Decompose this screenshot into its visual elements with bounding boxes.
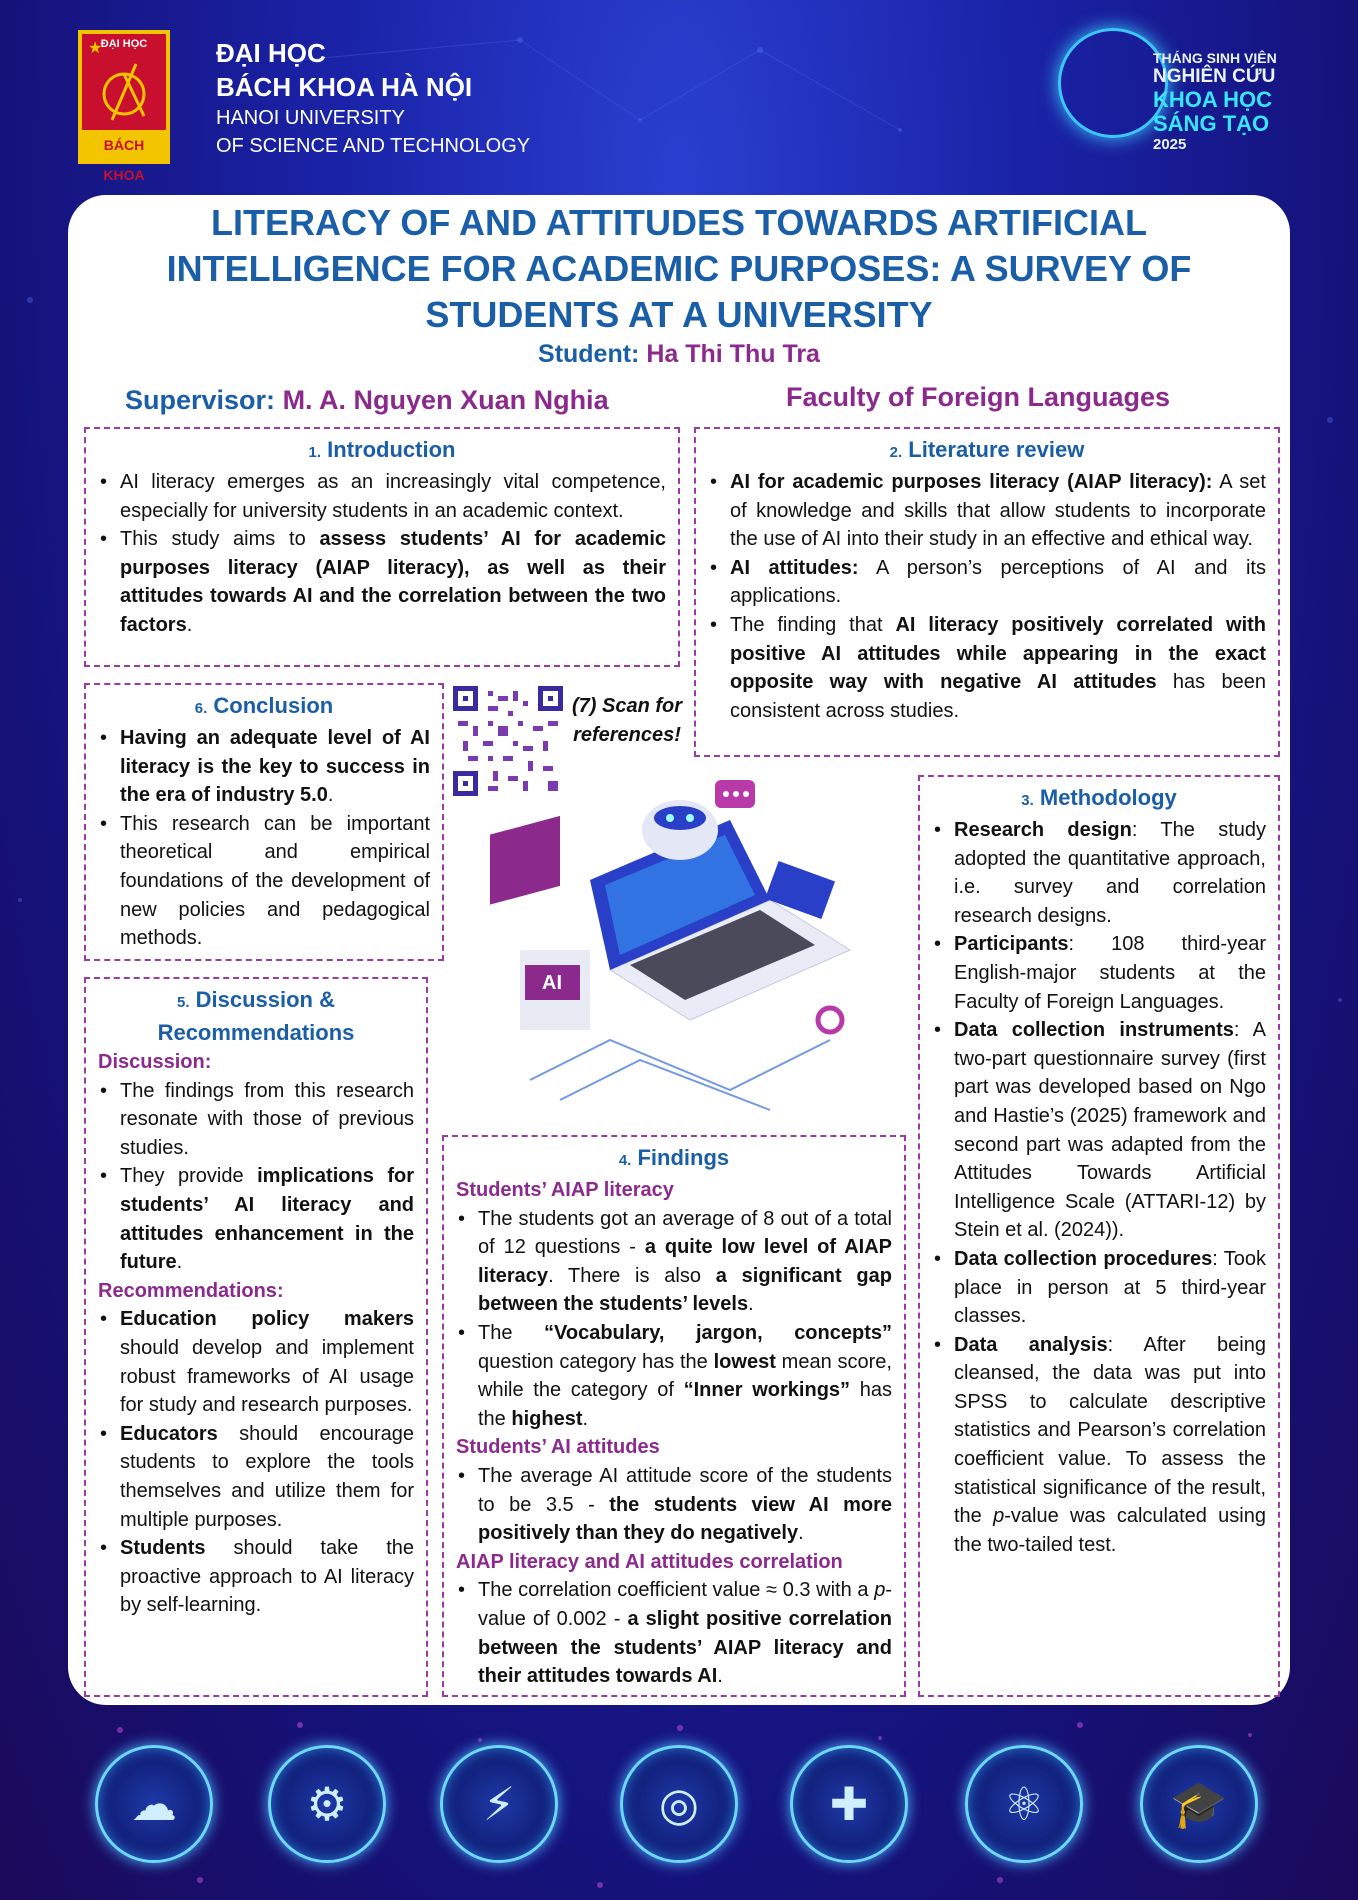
event-line-2: NGHIÊN CỨU (1153, 66, 1276, 87)
conclusion-section (84, 683, 444, 961)
uni-vn-line-1: ĐẠI HỌC (216, 38, 326, 68)
logo-bottom-text: BÁCH KHOA (82, 130, 166, 160)
list-item: • Participants: 108 third-year English-major students at the Faculty of Foreign Languages. (932, 930, 1266, 1016)
event-logo (1058, 28, 1288, 168)
recommendations-label: Recommendations: (98, 1279, 284, 1302)
list-item: • Education policy makers should develop and implement robust frameworks of AI usage for study and research purposes. (98, 1305, 414, 1419)
student-label: Student: (538, 340, 640, 368)
scan-for-references: (7) Scan for references! (571, 695, 683, 746)
introduction-heading: 1. Introduction (308, 437, 456, 462)
discussion-section (84, 977, 428, 1697)
event-year: 2025 (1153, 136, 1187, 153)
literature-review-section (694, 427, 1280, 757)
list-item: • Having an adequate level of AI literacy is the key to success in the era of industry 5.0. (98, 724, 430, 810)
atom-book-icon: ⚛ (965, 1745, 1083, 1863)
uni-en-line-1: HANOI UNIVERSITY (216, 107, 405, 129)
star-icon: ★ (88, 38, 103, 57)
findings-heading: 4. Findings (618, 1145, 730, 1170)
university-logo (78, 30, 170, 183)
introduction-section (84, 427, 680, 667)
bottom-icon-row (0, 1745, 1358, 1865)
findings-section (442, 1135, 906, 1697)
poster-title: LITERACY OF AND ATTITUDES TOWARDS ARTIFICIAL INTELLIGENCE FOR ACADEMIC PURPOSES: A SURVEY OF STUDENTS AT A UNIVERSITY (166, 202, 1192, 335)
supervisor-name: M. A. Nguyen Xuan Nghia (282, 385, 609, 415)
medical-clipboard-icon: ✚ (790, 1745, 908, 1863)
list-item: • Data analysis: After being cleansed, the data was put into SPSS to calculate descriptive statistics and Pearson’s correlation coefficient value. To assess the statistical significance of the result, the p-value was calculated using the two-tailed test. (932, 1331, 1266, 1560)
student-name: Ha Thi Thu Tra (646, 340, 820, 368)
findings-subheading-correlation: AIAP literacy and AI attitudes correlation (456, 1550, 843, 1573)
findings-subheading-literacy: Students’ AIAP literacy (456, 1179, 674, 1201)
list-item: • This study aims to assess students’ AI for academic purposes literacy (AIAP literacy), as well as their attitudes towards AI and the correlation between the two factors. (98, 525, 666, 639)
list-item: • Data collection procedures: Took place in person at 5 third-year classes. (932, 1245, 1266, 1331)
list-item: • This research can be important theoretical and empirical foundations of the development of new policies and pedagogical methods. (98, 810, 430, 953)
university-name (216, 36, 530, 160)
ai-laptop-illustration (470, 760, 890, 1120)
list-item: • AI for academic purposes literacy (AIAP literacy): A set of knowledge and skills that allow students to incorporate the use of AI into their study in an effective and ethical way. (708, 468, 1266, 554)
list-item: • AI literacy emerges as an increasingly vital competence, especially for university students in an academic context. (98, 468, 666, 525)
supervisor-line (125, 385, 609, 416)
supervisor-label: Supervisor: (125, 385, 276, 415)
brain-cloud-icon: ☁ (95, 1745, 213, 1863)
list-item: • Educators should encourage students to explore the tools themselves and utilize them for multiple purposes. (98, 1420, 414, 1534)
list-item: • The “Vocabulary, jargon, concepts” question category has the lowest mean score, while the category of “Inner workings” has the highest. (456, 1319, 892, 1433)
robot-arm-gear-icon: ⚙ (268, 1745, 386, 1863)
methodology-section (918, 775, 1280, 1697)
methodology-heading: 3. Methodology (1021, 785, 1177, 810)
list-item: • The students got an average of 8 out of a total of 12 questions - a quite low level of AIAP literacy. There is also a significant gap between the students’ levels. (456, 1205, 892, 1319)
event-line-1: THÁNG SINH VIÊN (1153, 50, 1277, 66)
uni-vn-line-2: BÁCH KHOA HÀ NỘI (216, 72, 473, 102)
circuit-target-icon: ◎ (620, 1745, 738, 1863)
ai-chip-label: AI (542, 972, 562, 994)
list-item: • The average AI attitude score of the students to be 3.5 - the students view AI more positively than they do negatively. (456, 1462, 892, 1548)
globe-icon (1058, 28, 1168, 138)
compass-emblem-icon (92, 56, 156, 126)
list-item: • Students should take the proactive approach to AI literacy by self-learning. (98, 1534, 414, 1620)
discussion-label: Discussion: (98, 1051, 212, 1073)
list-item: • The finding that AI literacy positively correlated with positive AI attitudes while appearing in the exact opposite way with negative AI attitudes has been consistent across studies. (708, 611, 1266, 725)
uni-en-line-2: OF SCIENCE AND TECHNOLOGY (216, 135, 531, 157)
list-item: • They provide implications for students’ AI literacy and attitudes enhancement in the future. (98, 1162, 414, 1276)
list-item: • The findings from this research resonate with those of previous studies. (98, 1077, 414, 1163)
logo-top-text: ĐẠI HỌC (100, 38, 148, 50)
discussion-heading: 5. Discussion & Recommendations (157, 987, 355, 1045)
event-line-4: SÁNG TẠO (1153, 111, 1270, 136)
event-line-3: KHOA HỌC (1153, 87, 1272, 112)
findings-subheading-attitudes: Students’ AI attitudes (456, 1436, 660, 1459)
list-item: • AI attitudes: A person’s perceptions of AI and its applications. (708, 554, 1266, 611)
list-item: • Research design: The study adopted the quantitative approach, i.e. survey and correlation research designs. (932, 816, 1266, 930)
student-line (0, 340, 1358, 369)
list-item: • Data collection instruments: A two-part questionnaire survey (first part was developed based on Ngo and Hastie’s (2025) framework and second part was adapted from the Attitudes Towards Artificial Intelligence Scale (ATTARI-12) by Stein et al. (2024)). (932, 1016, 1266, 1245)
energy-hands-icon: ⚡ (440, 1745, 558, 1863)
conclusion-heading: 6. Conclusion (194, 693, 334, 718)
list-item: • The correlation coefficient value ≈ 0.3 with a p-value of 0.002 - a slight positive correlation between the students’ AIAP literacy and their attitudes towards AI. (456, 1576, 892, 1690)
faculty-name: Faculty of Foreign Languages (786, 382, 1171, 412)
literature-review-heading: 2. Literature review (889, 437, 1085, 462)
graduation-globe-icon: 🎓 (1140, 1745, 1258, 1863)
